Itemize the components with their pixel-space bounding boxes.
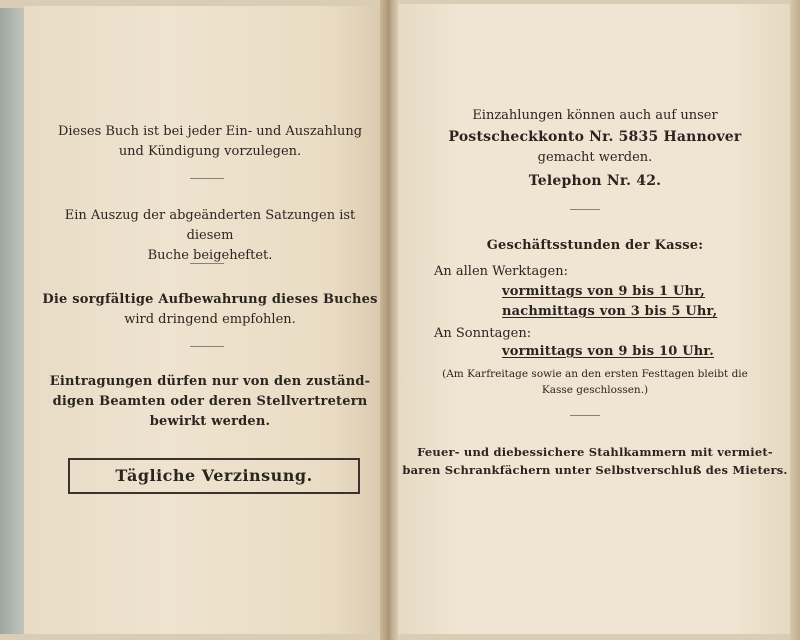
separator bbox=[570, 209, 600, 210]
business-hours-title: Geschäftsstunden der Kasse: bbox=[486, 238, 704, 253]
closing-note bbox=[398, 366, 792, 398]
text-line: Eintragungen dürfen nur von den zuständ- bbox=[49, 374, 371, 389]
text-line: baren Schrankfächern unter Selbstverschluß des Mieters. bbox=[402, 463, 788, 477]
notice-statutes bbox=[40, 206, 380, 266]
text-line: Feuer- und diebessichere Stahlkammern mit vermiet- bbox=[417, 445, 773, 459]
separator bbox=[190, 346, 224, 347]
telephone: Telephon Nr. 42. bbox=[528, 173, 662, 189]
notice-entries bbox=[40, 372, 380, 432]
sundays-label: An Sonntagen: bbox=[434, 326, 532, 341]
text-line: Dieses Buch ist bei jeder Ein- und Auszahlung bbox=[57, 124, 363, 139]
text-line: Die sorgfältige Aufbewahrung dieses Buches bbox=[42, 292, 378, 307]
sundays-morning-hours: vormittags von 9 bis 10 Uhr. bbox=[502, 344, 714, 359]
weekdays-label: An allen Werktagen: bbox=[434, 264, 568, 279]
text-line: (Am Karfreitage sowie an den ersten Festtagen bleibt die bbox=[442, 368, 748, 380]
text-line: bewirkt werden. bbox=[149, 414, 271, 429]
notice-safekeeping bbox=[40, 290, 380, 330]
deposit-intro: Einzahlungen können auch auf unser bbox=[472, 108, 718, 123]
text-line: Ein Auszug der abgeänderten Satzungen ist diesem bbox=[64, 208, 356, 243]
text-line: digen Beamten oder deren Stellvertretern bbox=[52, 394, 368, 409]
notice-present-book bbox=[40, 122, 380, 162]
separator bbox=[570, 415, 600, 416]
vault-notice bbox=[398, 443, 792, 479]
weekdays-morning-hours: vormittags von 9 bis 1 Uhr, bbox=[502, 284, 705, 299]
book-gutter bbox=[380, 0, 400, 640]
text-line: Kasse geschlossen.) bbox=[541, 384, 649, 396]
deposit-made: gemacht werden. bbox=[537, 150, 653, 165]
text-line: wird dringend empfohlen. bbox=[124, 312, 296, 327]
daily-interest-box: Tägliche Verzinsung. bbox=[68, 458, 360, 494]
text-line: Buche beigeheftet. bbox=[147, 248, 273, 263]
postal-account: Postscheckkonto Nr. 5835 Hannover bbox=[448, 129, 742, 145]
text-line: und Kündigung vorzulegen. bbox=[118, 144, 302, 159]
separator bbox=[190, 178, 224, 179]
weekdays-afternoon-hours: nachmittags von 3 bis 5 Uhr, bbox=[502, 304, 718, 319]
separator bbox=[190, 263, 224, 264]
page-edge bbox=[790, 0, 800, 640]
